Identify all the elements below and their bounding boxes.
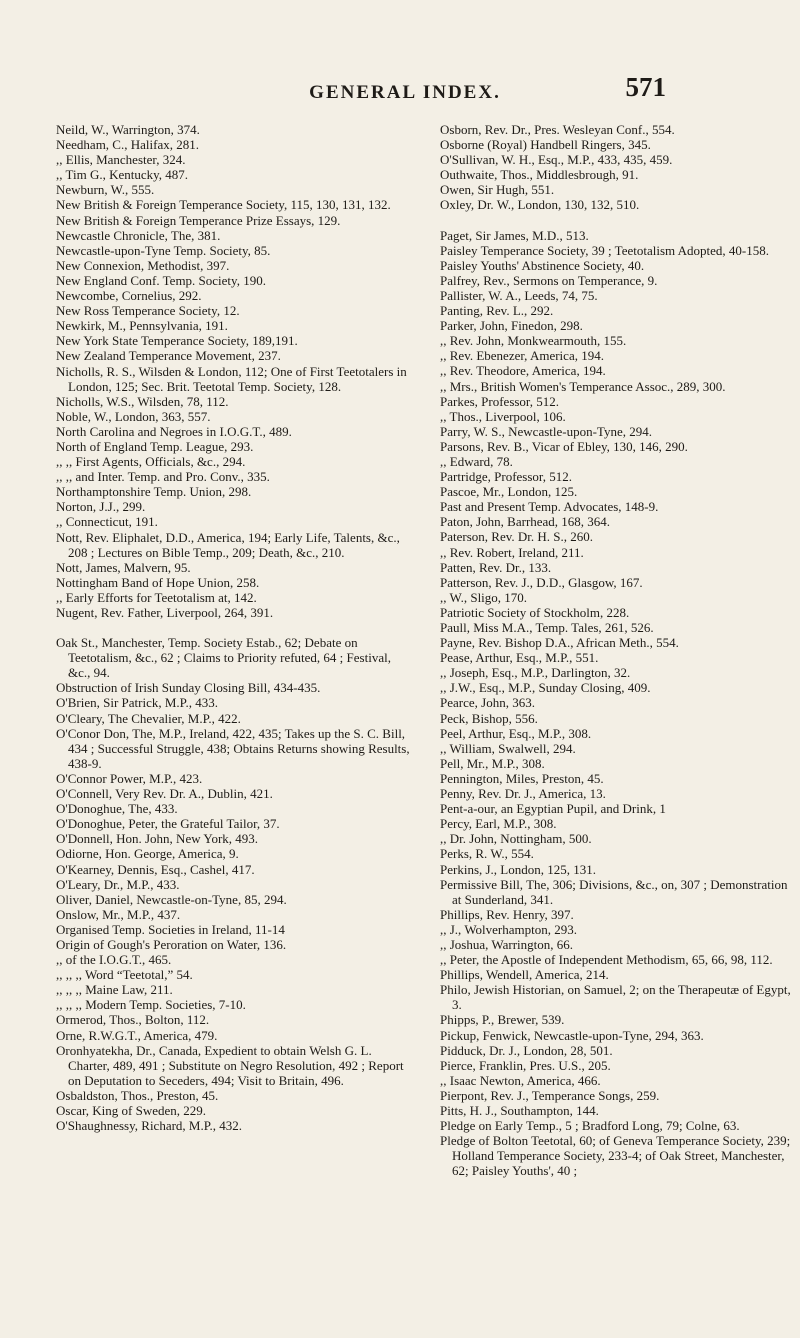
index-entry: New Connexion, Methodist, 397. bbox=[56, 257, 230, 273]
index-entry: Osborn, Rev. Dr., Pres. Wesleyan Conf., 554. bbox=[440, 122, 675, 137]
index-entry: Obstruction of Irish Sunday Closing Bill, 434-435. bbox=[56, 680, 321, 696]
index-entry: North of England Temp. League, 293. bbox=[56, 438, 254, 454]
index-entry: Pallister, W. A., Leeds, 74, 75. bbox=[440, 287, 598, 303]
index-entry: ,, Rev. Theodore, America, 194. bbox=[440, 363, 606, 379]
index-entry: Norton, J.J., 299. bbox=[56, 499, 146, 515]
index-entry: Oak St., Manchester, Temp. Society Estab., 62; Debate on Teetotalism, &c., 62 ; Claims to Priority refuted, 64 ; Festival, &c., 94. bbox=[56, 635, 391, 681]
index-entry: Paull, Miss M.A., Temp. Tales, 261, 526. bbox=[440, 620, 654, 635]
page-number: 571 bbox=[625, 72, 666, 102]
index-entry: Newcastle-upon-Tyne Temp. Society, 85. bbox=[56, 242, 271, 258]
index-entry: Peck, Bishop, 556. bbox=[440, 710, 538, 726]
index-entry: Newburn, W., 555. bbox=[56, 182, 155, 198]
index-entry: ,, ,, ,, Word “Teetotal,” 54. bbox=[56, 967, 193, 983]
index-entry: ,, Edward, 78. bbox=[440, 453, 513, 469]
index-entry: Owen, Sir Hugh, 551. bbox=[440, 182, 555, 198]
index-entry: Philo, Jewish Historian, on Samuel, 2; on the Therapeutæ of Egypt, 3. bbox=[440, 982, 791, 1013]
index-entry: Patriotic Society of Stockholm, 228. bbox=[440, 604, 630, 620]
index-entry: Partridge, Professor, 512. bbox=[440, 469, 572, 485]
index-entry: Needham, C., Halifax, 281. bbox=[56, 137, 199, 153]
index-entry: O'Donoghue, The, 433. bbox=[56, 801, 178, 817]
index-entry: Newcastle Chronicle, The, 381. bbox=[56, 227, 221, 243]
index-entry: Perks, R. W., 554. bbox=[440, 846, 534, 862]
index-entry: Ormerod, Thos., Bolton, 112. bbox=[56, 1012, 210, 1028]
index-entry: Oxley, Dr. W., London, 130, 132, 510. bbox=[440, 197, 640, 213]
index-entry: Noble, W., London, 363, 557. bbox=[56, 408, 211, 424]
index-entry: Phillips, Wendell, America, 214. bbox=[440, 967, 609, 983]
index-entry: Paget, Sir James, M.D., 513. bbox=[440, 227, 589, 243]
index-entry: ,, of the I.O.G.T., 465. bbox=[56, 952, 172, 968]
index-entry: Newcombe, Cornelius, 292. bbox=[56, 288, 202, 304]
index-entry: ,, Peter, the Apostle of Independent Methodism, 65, 66, 98, 112. bbox=[440, 952, 773, 968]
index-entry: Nott, Rev. Eliphalet, D.D., America, 194; Early Life, Talents, &c., 208 ; Lectures on Bible Temp., 209; Death, &c., 210. bbox=[56, 529, 400, 560]
index-entry: Perkins, J., London, 125, 131. bbox=[440, 861, 596, 877]
index-column-left bbox=[56, 122, 414, 1133]
index-entry: ,, W., Sligo, 170. bbox=[440, 589, 528, 605]
index-entry: ,, Mrs., British Women's Temperance Assoc., 289, 300. bbox=[440, 378, 726, 394]
index-entry: Oscar, King of Sweden, 229. bbox=[56, 1103, 207, 1118]
index-entry: Phillips, Rev. Henry, 397. bbox=[440, 906, 574, 922]
page-header bbox=[0, 70, 800, 110]
index-entry: Onslow, Mr., M.P., 437. bbox=[56, 906, 181, 922]
index-entry: New Zealand Temperance Movement, 237. bbox=[56, 348, 281, 364]
index-entry: Permissive Bill, The, 306; Divisions, &c., on, 307 ; Demonstration at Sunderland, 341. bbox=[440, 876, 788, 907]
index-entry: Pennington, Miles, Preston, 45. bbox=[440, 770, 604, 786]
index-entry: Pledge of Bolton Teetotal, 60; of Geneva Temperance Society, 239; Holland Temperance Society, 233-4; of Oak Street, Manchester, 62; Paisley Youths', 40 ; bbox=[440, 1133, 791, 1179]
index-entry: Payne, Rev. Bishop D.A., African Meth., 554. bbox=[440, 635, 679, 651]
index-entry: O'Cleary, The Chevalier, M.P., 422. bbox=[56, 710, 241, 726]
index-entry: Pledge on Early Temp., 5 ; Bradford Long, 79; Colne, 63. bbox=[440, 1118, 740, 1134]
index-entry: New British & Foreign Temperance Prize Essays, 129. bbox=[56, 212, 341, 228]
index-entry: O'Donoghue, Peter, the Grateful Tailor, 37. bbox=[56, 816, 280, 832]
index-entry: Pell, Mr., M.P., 308. bbox=[440, 755, 545, 771]
index-entry: Penny, Rev. Dr. J., America, 13. bbox=[440, 786, 606, 802]
index-entry: O'Conor Don, The, M.P., Ireland, 422, 435; Takes up the S. C. Bill, 434 ; Successful Struggle, 438; Obtains Returns showing Results, 438-9. bbox=[56, 725, 410, 771]
index-entry: ,, William, Swalwell, 294. bbox=[440, 740, 576, 756]
index-entry: ,, Joshua, Warrington, 66. bbox=[440, 936, 574, 952]
index-entry: ,, Isaac Newton, America, 466. bbox=[440, 1072, 601, 1088]
index-entry: New British & Foreign Temperance Society, 115, 130, 131, 132. bbox=[56, 197, 391, 213]
index-entry: Pent-a-our, an Egyptian Pupil, and Drink, 1 bbox=[440, 801, 666, 817]
index-entry: ,, J., Wolverhampton, 293. bbox=[440, 921, 578, 937]
index-entry: Parker, John, Finedon, 298. bbox=[440, 318, 583, 334]
index-entry: O'Connell, Very Rev. Dr. A., Dublin, 421. bbox=[56, 786, 273, 802]
index-entry: O'Connor Power, M.P., 423. bbox=[56, 770, 203, 786]
index-entry: Nott, James, Malvern, 95. bbox=[56, 559, 191, 575]
index-entry: O'Donnell, Hon. John, New York, 493. bbox=[56, 831, 259, 847]
index-entry: Northamptonshire Temp. Union, 298. bbox=[56, 484, 252, 500]
index-entry: ,, ,, and Inter. Temp. and Pro. Conv., 335. bbox=[56, 469, 270, 485]
index-entry: North Carolina and Negroes in I.O.G.T., 489. bbox=[56, 423, 292, 439]
index-entry: Outhwaite, Thos., Middlesbrough, 91. bbox=[440, 167, 639, 183]
index-entry: ,, Tim G., Kentucky, 487. bbox=[56, 167, 189, 183]
index-entry: Nugent, Rev. Father, Liverpool, 264, 391. bbox=[56, 605, 274, 620]
index-entry: Panting, Rev. L., 292. bbox=[440, 303, 554, 319]
index-entry: ,, Rev. John, Monkwearmouth, 155. bbox=[440, 333, 627, 349]
index-entry: Parry, W. S., Newcastle-upon-Tyne, 294. bbox=[440, 423, 652, 439]
section-gap bbox=[56, 620, 414, 635]
index-entry: Pease, Arthur, Esq., M.P., 551. bbox=[440, 650, 599, 666]
index-entry: ,, Rev. Robert, Ireland, 211. bbox=[440, 544, 584, 560]
index-entry: Pearce, John, 363. bbox=[440, 695, 535, 711]
index-entry: Nicholls, R. S., Wilsden & London, 112; One of First Teetotalers in London, 125; Sec. Brit. Teetotal Temp. Society, 128. bbox=[56, 363, 407, 394]
index-entry: Peel, Arthur, Esq., M.P., 308. bbox=[440, 725, 592, 741]
index-entry: Paisley Temperance Society, 39 ; Teetotalism Adopted, 40-158. bbox=[440, 242, 770, 258]
index-entry: ,, ,, ,, Modern Temp. Societies, 7-10. bbox=[56, 997, 246, 1013]
index-entry: Paton, John, Barrhead, 168, 364. bbox=[440, 514, 611, 530]
index-entry: Oliver, Daniel, Newcastle-on-Tyne, 85, 294. bbox=[56, 891, 287, 907]
index-entry: ,, Joseph, Esq., M.P., Darlington, 32. bbox=[440, 665, 631, 681]
index-entry: O'Leary, Dr., M.P., 433. bbox=[56, 876, 180, 892]
index-entry: Oronhyatekha, Dr., Canada, Expedient to obtain Welsh G. L. Charter, 489, 491 ; Substitute on Negro Resolution, 492 ; Report on Deputation to Seceders, 494; Visit to Britain, 496. bbox=[56, 1042, 404, 1088]
index-entry: O'Kearney, Dennis, Esq., Cashel, 417. bbox=[56, 861, 255, 877]
index-entry: ,, J.W., Esq., M.P., Sunday Closing, 409. bbox=[440, 680, 651, 696]
index-entry: Neild, W., Warrington, 374. bbox=[56, 122, 200, 137]
index-entry: Pidduck, Dr. J., London, 28, 501. bbox=[440, 1042, 613, 1058]
index-entry: ,, ,, First Agents, Officials, &c., 294. bbox=[56, 454, 246, 470]
index-entry: Origin of Gough's Peroration on Water, 136. bbox=[56, 936, 287, 952]
index-entry: Paisley Youths' Abstinence Society, 40. bbox=[440, 257, 645, 273]
index-entry: ,, Thos., Liverpool, 106. bbox=[440, 408, 566, 424]
index-entry: Pitts, H. J., Southampton, 144. bbox=[440, 1103, 599, 1118]
index-entry: Organised Temp. Societies in Ireland, 11-14 bbox=[56, 921, 285, 937]
index-entry: ,, Connecticut, 191. bbox=[56, 514, 158, 530]
index-entry: Pascoe, Mr., London, 125. bbox=[440, 484, 578, 500]
index-entry: New Ross Temperance Society, 12. bbox=[56, 303, 240, 319]
index-entry: Osborne (Royal) Handbell Ringers, 345. bbox=[440, 137, 651, 153]
index-entry: Odiorne, Hon. George, America, 9. bbox=[56, 846, 239, 862]
index-entry: Paterson, Rev. Dr. H. S., 260. bbox=[440, 529, 593, 545]
index-entry: ,, Ellis, Manchester, 324. bbox=[56, 152, 186, 168]
index-entry: O'Brien, Sir Patrick, M.P., 433. bbox=[56, 695, 218, 711]
index-entry: Percy, Earl, M.P., 308. bbox=[440, 816, 557, 832]
index-entry: New England Conf. Temp. Society, 190. bbox=[56, 272, 266, 288]
index-entry: O'Sullivan, W. H., Esq., M.P., 433, 435, 459. bbox=[440, 152, 673, 168]
index-entry: Pierpont, Rev. J., Temperance Songs, 259. bbox=[440, 1087, 660, 1103]
index-entry: Osbaldston, Thos., Preston, 45. bbox=[56, 1087, 219, 1103]
index-entry: O'Shaughnessy, Richard, M.P., 432. bbox=[56, 1118, 243, 1134]
index-entry: Parsons, Rev. B., Vicar of Ebley, 130, 146, 290. bbox=[440, 438, 688, 454]
running-title: GENERAL INDEX. bbox=[309, 82, 501, 103]
index-entry: Pickup, Fenwick, Newcastle-upon-Tyne, 294, 363. bbox=[440, 1027, 704, 1043]
index-entry: Nottingham Band of Hope Union, 258. bbox=[56, 574, 260, 590]
index-entry: Parkes, Professor, 512. bbox=[440, 393, 559, 409]
index-entry: Phipps, P., Brewer, 539. bbox=[440, 1012, 565, 1028]
index-column-right bbox=[440, 122, 798, 1178]
index-entry: ,, Rev. Ebenezer, America, 194. bbox=[440, 348, 604, 364]
index-entry: ,, Dr. John, Nottingham, 500. bbox=[440, 831, 592, 847]
index-entry: Patterson, Rev. J., D.D., Glasgow, 167. bbox=[440, 574, 643, 590]
index-entry: Newkirk, M., Pennsylvania, 191. bbox=[56, 318, 228, 334]
index-entry: Pierce, Franklin, Pres. U.S., 205. bbox=[440, 1057, 611, 1073]
index-entry: Palfrey, Rev., Sermons on Temperance, 9. bbox=[440, 272, 658, 288]
index-entry: ,, Early Efforts for Teetotalism at, 142. bbox=[56, 589, 257, 605]
index-entry: ,, ,, ,, Maine Law, 211. bbox=[56, 982, 173, 998]
index-entry: Patten, Rev. Dr., 133. bbox=[440, 559, 552, 575]
index-entry: Nicholls, W.S., Wilsden, 78, 112. bbox=[56, 393, 229, 409]
index-entry: Past and Present Temp. Advocates, 148-9. bbox=[440, 499, 659, 515]
section-gap bbox=[440, 213, 798, 228]
index-entry: New York State Temperance Society, 189,191. bbox=[56, 333, 298, 349]
index-entry: Orne, R.W.G.T., America, 479. bbox=[56, 1027, 218, 1043]
